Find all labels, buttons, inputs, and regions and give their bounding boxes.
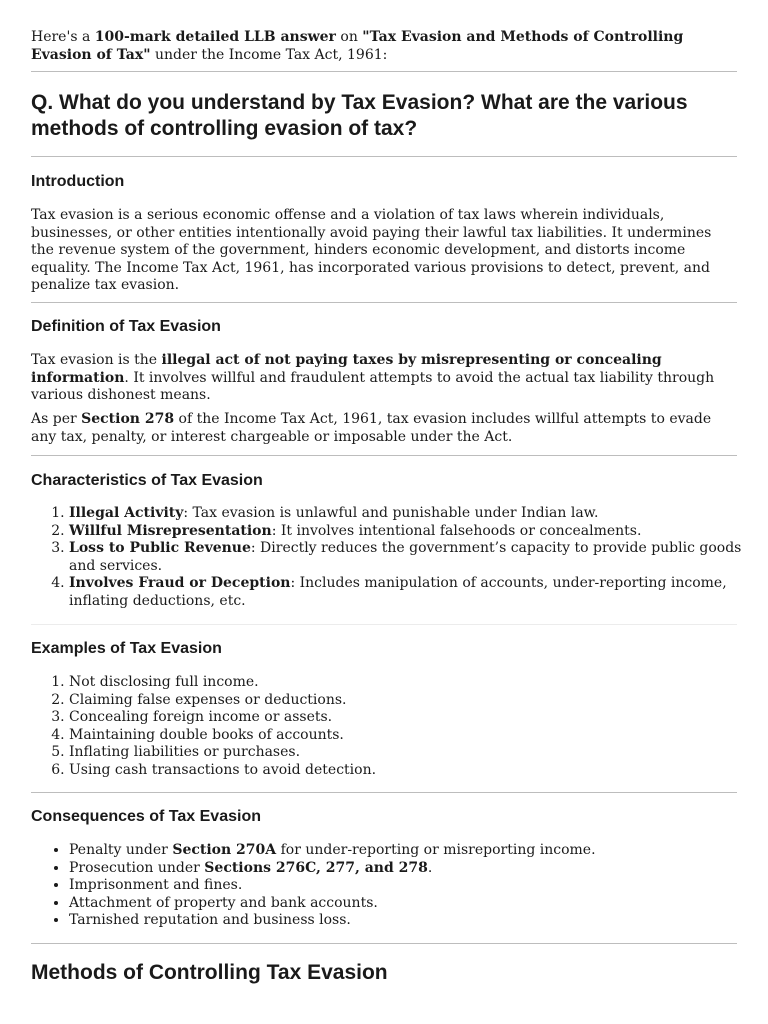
definition-paragraph-2	[31, 411, 727, 446]
list-item	[69, 575, 765, 610]
list-item	[69, 523, 765, 541]
definition-section-ref: Section 278	[81, 411, 175, 427]
definition-paragraph-1	[31, 352, 727, 405]
list-item: 5. Inflating liabilities or purchases.	[69, 744, 765, 762]
intro-prefix: Here's a	[31, 29, 95, 45]
list-item: • Attachment of property and bank accounts.	[69, 895, 765, 913]
intro-bold-topic: "Tax Evasion and Methods of Controlling Evasion of Tax"	[31, 29, 684, 63]
intro-bold-marks: 100-mark detailed LLB answer	[94, 29, 336, 45]
question-title: Q. What do you understand by Tax Evasion? What are the various methods of controlling evasion of tax?	[31, 91, 688, 140]
list-item-text: : It involves intentional falsehoods or concealments.	[271, 522, 642, 539]
examples-heading: Examples of Tax Evasion	[31, 640, 222, 657]
intro-line	[31, 29, 737, 64]
consequences-list	[31, 842, 765, 930]
consequences-heading: Consequences of Tax Evasion	[31, 808, 261, 825]
list-item-term: Willful Misrepresentation	[69, 522, 272, 539]
divider	[31, 943, 737, 944]
list-item: 6. Using cash transactions to avoid detection.	[69, 762, 765, 780]
examples-list	[31, 674, 765, 779]
methods-heading: Methods of Controlling Tax Evasion	[31, 961, 388, 984]
list-item: • Imprisonment and fines.	[69, 877, 765, 895]
list-item-text: Penalty under	[69, 842, 173, 858]
list-item-text: for under-reporting or misreporting income.	[276, 842, 596, 858]
definition-p1-suffix: . It involves willful and fraudulent attempts to avoid the actual tax liability through various dishonest means.	[31, 369, 715, 403]
list-item	[69, 540, 765, 575]
divider	[31, 302, 737, 303]
list-item-term: Illegal Activity	[69, 505, 184, 521]
section-ref: Sections 276C, 277, and 278	[204, 859, 428, 876]
divider	[31, 792, 737, 793]
characteristics-heading: Characteristics of Tax Evasion	[31, 472, 263, 489]
section-ref: Section 270A	[172, 842, 277, 858]
list-item: 1. Not disclosing full income.	[69, 674, 765, 692]
list-item: • Tarnished reputation and business loss.	[69, 912, 765, 930]
list-item: 3. Concealing foreign income or assets.	[69, 709, 765, 727]
list-item	[69, 842, 765, 860]
divider	[31, 156, 737, 157]
divider	[31, 455, 737, 456]
intro-suffix: under the Income Tax Act, 1961:	[150, 46, 388, 63]
list-item-text: Prosecution under	[69, 859, 205, 876]
introduction-text: Tax evasion is a serious economic offense and a violation of tax laws wherein individuals, businesses, or other entities intentionally avoid paying their lawful tax liabilities. It undermines the revenue system of the government, hinders economic development, and distorts income equality. The Income Tax Act, 1961, has incorporated various provisions to detect, prevent, and penalize tax evasion.	[31, 207, 712, 293]
definition-p2-prefix: As per	[31, 411, 82, 427]
introduction-heading: Introduction	[31, 173, 125, 190]
definition-heading: Definition of Tax Evasion	[31, 318, 221, 335]
list-item: 2. Claiming false expenses or deductions.	[69, 692, 765, 710]
list-item-text: : Includes manipulation of accounts, under-reporting income, inflating deductions, etc.	[69, 575, 727, 609]
list-item-text: : Tax evasion is unlawful and punishable under Indian law.	[183, 505, 599, 521]
list-item-term: Involves Fraud or Deception	[69, 575, 291, 591]
intro-mid: on	[335, 29, 363, 45]
list-item: 4. Maintaining double books of accounts.	[69, 727, 765, 745]
list-item-term: Loss to Public Revenue	[69, 540, 251, 556]
list-item-text: .	[427, 859, 433, 876]
list-item	[69, 505, 765, 523]
list-item-text: : Directly reduces the government’s capacity to provide public goods and services.	[69, 540, 742, 574]
definition-p1-bold: illegal act of not paying taxes by misrepresenting or concealing information	[31, 352, 662, 386]
list-item	[69, 860, 765, 878]
divider	[31, 71, 737, 72]
definition-p2-suffix: of the Income Tax Act, 1961, tax evasion includes willful attempts to evade any tax, penalty, or interest chargeable or imposable under the Act.	[31, 411, 712, 445]
divider	[31, 624, 737, 625]
definition-p1-prefix: Tax evasion is the	[31, 352, 162, 368]
characteristics-list	[31, 505, 765, 610]
